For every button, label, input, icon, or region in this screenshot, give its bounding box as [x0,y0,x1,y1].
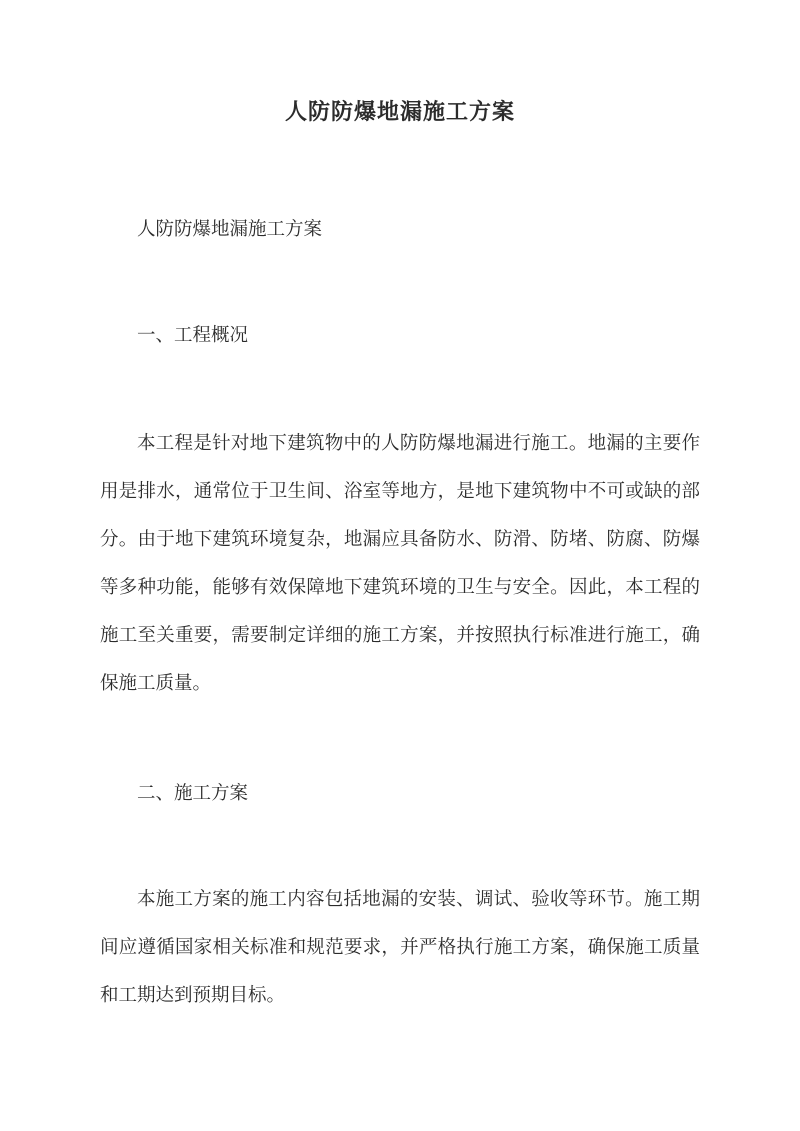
section-heading-overview: 一、工程概况 [137,325,249,346]
section-heading-construction-plan: 二、施工方案 [137,783,249,804]
document-subtitle: 人防防爆地漏施工方案 [137,219,323,240]
overview-paragraph: 本工程是针对地下建筑物中的人防防爆地漏进行施工。地漏的主要作用是排水，通常位于卫生间、浴室等地方，是地下建筑物中不可或缺的部分。由于地下建筑环境复杂，地漏应具备防水、防滑、防堵、防腐、防爆等多种功能，能够有效保障地下建筑环境的卫生与安全。因此，本工程的施工至关重要，需要制定详细的施工方案，并按照执行标准进行施工，确保施工质量。 [100,433,700,694]
document-title: 人防防爆地漏施工方案 [284,99,515,125]
construction-plan-paragraph: 本施工方案的施工内容包括地漏的安装、调试、验收等环节。施工期间应遵循国家相关标准和规范要求，并严格执行施工方案，确保施工质量和工期达到预期目标。 [100,889,700,1006]
